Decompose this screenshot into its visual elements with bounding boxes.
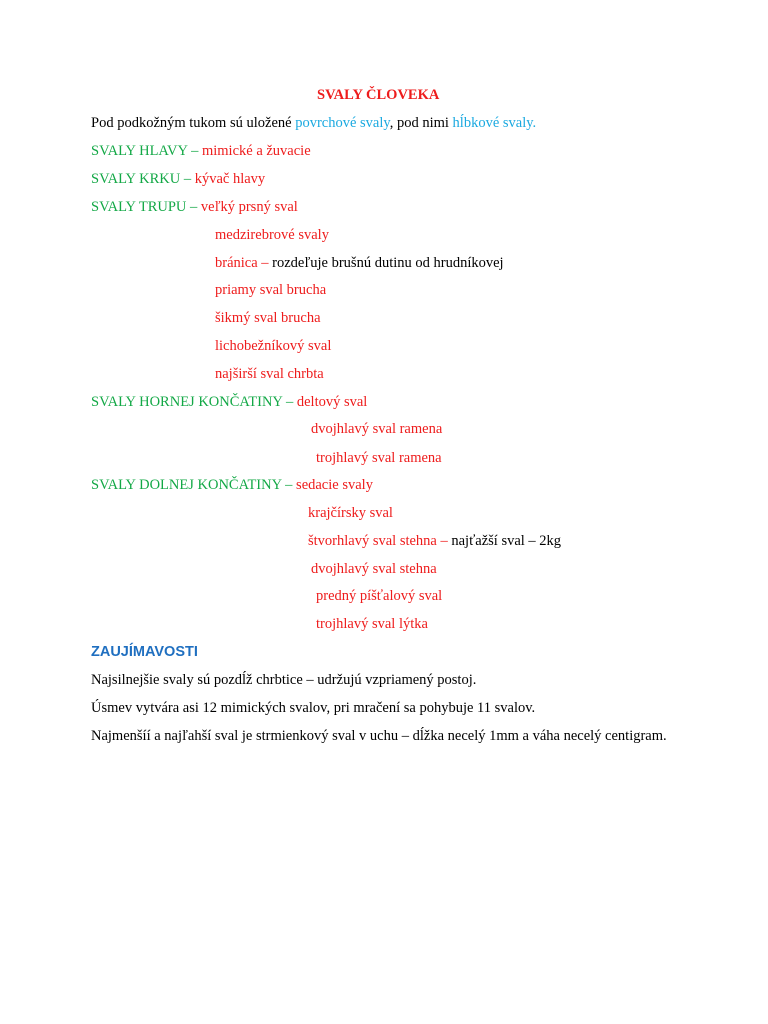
lower-limb-muscle-item	[316, 615, 428, 633]
muscle-name: medzirebrové svaly	[215, 227, 329, 243]
upper-limb-label: SVALY HORNEJ KONČATINY –	[91, 394, 297, 410]
neck-muscles-line	[91, 170, 265, 188]
lower-limb-muscles-line	[91, 476, 373, 494]
fact-paragraph: Úsmev vytvára asi 12 mimických svalov, pri mračení sa pohybuje 11 svalov.	[91, 700, 536, 716]
muscle-name: lichobežníkový sval	[215, 338, 332, 354]
muscle-name: predný píšťalový sval	[316, 588, 443, 604]
fact-paragraph: Najsilnejšie svaly sú pozdĺž chrbtice – udržujú vzpriamený postoj.	[91, 672, 477, 688]
muscle-name: trojhlavý sval lýtka	[316, 616, 428, 632]
muscle-note: rozdeľuje brušnú dutinu od hrudníkovej	[272, 255, 504, 271]
neck-muscles-list: kývač hlavy	[194, 171, 266, 187]
trunk-muscle-item	[215, 365, 324, 383]
head-muscles-label: SVALY HLAVY –	[91, 143, 202, 159]
lower-limb-label: SVALY DOLNEJ KONČATINY –	[91, 477, 297, 493]
neck-muscles-label: SVALY KRKU –	[91, 171, 195, 187]
muscle-name: dvojhlavý sval ramena	[311, 421, 443, 437]
upper-limb-muscles-line	[91, 393, 367, 411]
deep-muscles-term: hĺbkové svaly.	[452, 115, 537, 131]
facts-heading: ZAUJÍMAVOSTI	[91, 644, 198, 660]
lower-limb-muscle-item	[316, 587, 442, 605]
intro-text-1: Pod podkožným tukom sú uložené	[91, 115, 296, 131]
trunk-muscle-item	[215, 337, 331, 355]
intro-paragraph	[91, 114, 536, 132]
upper-limb-muscle-first: deltový sval	[296, 394, 368, 410]
head-muscles-line	[91, 142, 311, 160]
muscle-name: štvorhlavý sval stehna –	[308, 533, 452, 549]
upper-limb-muscle-item	[311, 420, 442, 438]
muscle-name: bránica –	[215, 255, 273, 271]
fact-paragraph: Najmenšíí a najľahší sval je strmienkový sval v uchu – dĺžka necelý 1mm a váha necelý centigram.	[91, 728, 667, 744]
muscle-name: krajčírsky sval	[308, 505, 393, 521]
muscle-name: trojhlavý sval ramena	[316, 450, 442, 466]
intro-text-2: , pod nimi	[389, 115, 453, 131]
trunk-muscle-item	[215, 226, 329, 244]
lower-limb-muscle-item	[308, 532, 561, 550]
trunk-muscle-first: veľký prsný sval	[200, 199, 298, 215]
lower-limb-muscle-item	[308, 504, 393, 522]
upper-limb-muscle-item	[316, 449, 442, 467]
lower-limb-muscle-item	[311, 560, 437, 578]
muscle-note: najťažší sval – 2kg	[451, 533, 562, 549]
surface-muscles-term: povrchové svaly	[295, 115, 390, 131]
muscle-name: dvojhlavý sval stehna	[311, 561, 437, 577]
trunk-muscles-line	[91, 198, 298, 216]
trunk-muscle-item	[215, 309, 321, 327]
muscle-name: najširší sval chrbta	[215, 366, 324, 382]
lower-limb-muscle-first: sedacie svaly	[296, 477, 373, 493]
trunk-muscle-item	[215, 254, 504, 272]
trunk-muscles-label: SVALY TRUPU –	[91, 199, 201, 215]
muscle-name: priamy sval brucha	[215, 282, 327, 298]
document-title: SVALY ČLOVEKA	[317, 87, 440, 103]
muscle-name: šikmý sval brucha	[215, 310, 321, 326]
head-muscles-list: mimické a žuvacie	[201, 143, 311, 159]
trunk-muscle-item	[215, 281, 326, 299]
